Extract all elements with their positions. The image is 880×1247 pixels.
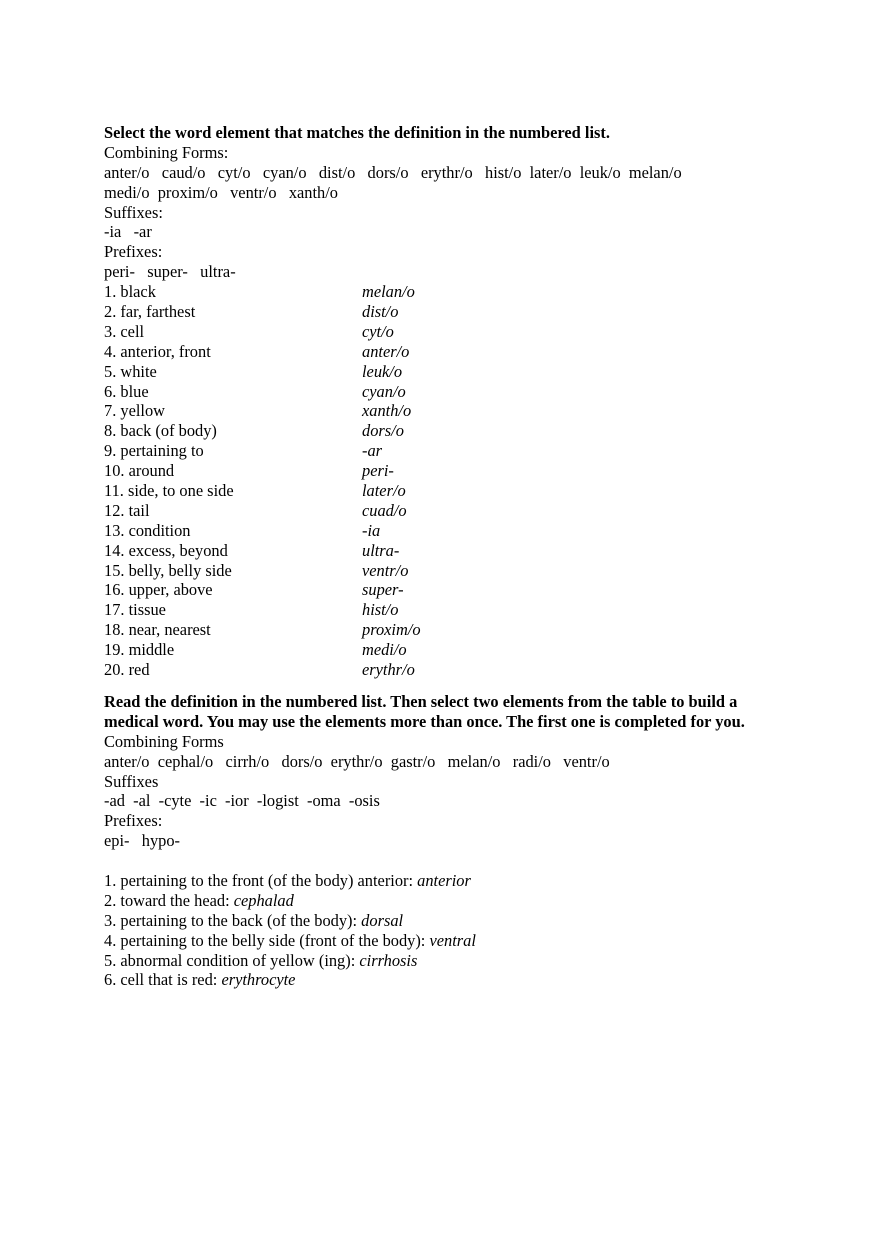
list-item bbox=[104, 561, 794, 581]
list-item bbox=[104, 640, 794, 660]
definition: 3. cell bbox=[104, 321, 145, 341]
section1-answer-list bbox=[104, 282, 794, 680]
section2-suffix-line: -ad -al -cyte -ic -ior -logist -oma -osis bbox=[104, 791, 380, 811]
list-item bbox=[104, 521, 794, 541]
definition: 19. middle bbox=[104, 640, 175, 660]
answer: erythrocyte bbox=[221, 970, 296, 990]
section1-combining-label: Combining Forms: bbox=[104, 142, 229, 162]
list-item bbox=[104, 362, 794, 382]
definition: 7. yellow bbox=[104, 401, 166, 421]
definition: 16. upper, above bbox=[104, 580, 213, 600]
list-item bbox=[104, 461, 794, 481]
answer: dist/o bbox=[362, 302, 399, 322]
answer: cuad/o bbox=[362, 500, 407, 520]
definition: 2. toward the head: bbox=[104, 890, 234, 910]
list-item bbox=[104, 481, 794, 501]
list-item bbox=[104, 382, 794, 402]
answer: melan/o bbox=[362, 282, 415, 302]
answer: -ar bbox=[362, 441, 383, 461]
definition: 10. around bbox=[104, 461, 175, 481]
definition: 6. cell that is red: bbox=[104, 970, 222, 990]
list-item bbox=[104, 441, 794, 461]
list-item bbox=[104, 871, 794, 891]
answer: cephalad bbox=[233, 890, 294, 910]
list-item bbox=[104, 342, 794, 362]
list-item bbox=[104, 660, 794, 680]
definition: 20. red bbox=[104, 660, 150, 680]
definition: 15. belly, belly side bbox=[104, 560, 232, 580]
answer: ventr/o bbox=[362, 560, 409, 580]
answer: cyt/o bbox=[362, 321, 394, 341]
list-item bbox=[104, 891, 794, 911]
answer: leuk/o bbox=[362, 361, 403, 381]
section1-combining-line1: anter/o caud/o cyt/o cyan/o dist/o dors/o erythr/o hist/o later/o leuk/o melan/o bbox=[104, 162, 682, 182]
section2-prefix-line: epi- hypo- bbox=[104, 831, 181, 851]
definition: 17. tissue bbox=[104, 600, 166, 620]
definition: 6. blue bbox=[104, 381, 149, 401]
list-item bbox=[104, 282, 794, 302]
list-item bbox=[104, 501, 794, 521]
answer: anterior bbox=[417, 870, 471, 890]
list-item bbox=[104, 580, 794, 600]
section2-combining-line: anter/o cephal/o cirrh/o dors/o erythr/o gastr/o melan/o radi/o ventr/o bbox=[104, 751, 610, 771]
list-item bbox=[104, 322, 794, 342]
section2-prefix-label: Prefixes: bbox=[104, 811, 163, 831]
list-item bbox=[104, 541, 794, 561]
section1-suffix-line: -ia -ar bbox=[104, 222, 152, 242]
list-item bbox=[104, 600, 794, 620]
definition: 3. pertaining to the back (of the body): bbox=[104, 910, 362, 930]
section2-combining-label: Combining Forms bbox=[104, 731, 224, 751]
section1-combining-line2: medi/o proxim/o ventr/o xanth/o bbox=[104, 182, 338, 202]
list-item bbox=[104, 951, 794, 971]
list-item bbox=[104, 970, 794, 990]
definition: 4. pertaining to the belly side (front of the body): bbox=[104, 930, 430, 950]
list-item bbox=[104, 401, 794, 421]
list-item bbox=[104, 421, 794, 441]
definition: 13. condition bbox=[104, 520, 191, 540]
definition: 2. far, farthest bbox=[104, 302, 196, 322]
list-item bbox=[104, 931, 794, 951]
answer: medi/o bbox=[362, 640, 407, 660]
definition: 12. tail bbox=[104, 500, 150, 520]
answer: -ia bbox=[362, 520, 381, 540]
section1-prefix-label: Prefixes: bbox=[104, 242, 163, 262]
definition: 18. near, nearest bbox=[104, 620, 211, 640]
definition: 4. anterior, front bbox=[104, 341, 211, 361]
section2-answer-list bbox=[104, 871, 794, 990]
definition: 14. excess, beyond bbox=[104, 540, 228, 560]
list-item bbox=[104, 620, 794, 640]
answer: ventral bbox=[429, 930, 476, 950]
answer: dors/o bbox=[362, 421, 404, 441]
answer: proxim/o bbox=[362, 620, 421, 640]
answer: cyan/o bbox=[362, 381, 406, 401]
section1-prefix-line: peri- super- ultra- bbox=[104, 262, 236, 282]
answer: cirrhosis bbox=[359, 950, 418, 970]
answer: xanth/o bbox=[362, 401, 412, 421]
definition: 9. pertaining to bbox=[104, 441, 204, 461]
answer: erythr/o bbox=[362, 660, 415, 680]
section2-suffix-label: Suffixes bbox=[104, 771, 159, 791]
blank-line bbox=[104, 851, 794, 871]
section1-suffix-label: Suffixes: bbox=[104, 202, 163, 222]
definition: 5. white bbox=[104, 361, 157, 381]
answer: anter/o bbox=[362, 341, 410, 361]
definition: 8. back (of body) bbox=[104, 421, 217, 441]
section-divider-space bbox=[104, 680, 794, 692]
definition: 5. abnormal condition of yellow (ing): bbox=[104, 950, 360, 970]
answer: hist/o bbox=[362, 600, 399, 620]
definition: 1. black bbox=[104, 282, 156, 302]
list-item bbox=[104, 302, 794, 322]
answer: peri- bbox=[362, 461, 394, 481]
definition: 11. side, to one side bbox=[104, 481, 234, 501]
answer: dorsal bbox=[361, 910, 404, 930]
worksheet bbox=[104, 123, 794, 990]
answer: later/o bbox=[362, 481, 406, 501]
definition: 1. pertaining to the front (of the body) anterior: bbox=[104, 870, 418, 890]
answer: ultra- bbox=[362, 540, 400, 560]
section2-title: Read the definition in the numbered list. Then select two elements from the table to build a medical word. You may use the elements more than once. The first one is completed for you. bbox=[104, 691, 745, 731]
section1-title: Select the word element that matches the definition in the numbered list. bbox=[104, 123, 610, 142]
list-item bbox=[104, 911, 794, 931]
answer: super- bbox=[362, 580, 404, 600]
